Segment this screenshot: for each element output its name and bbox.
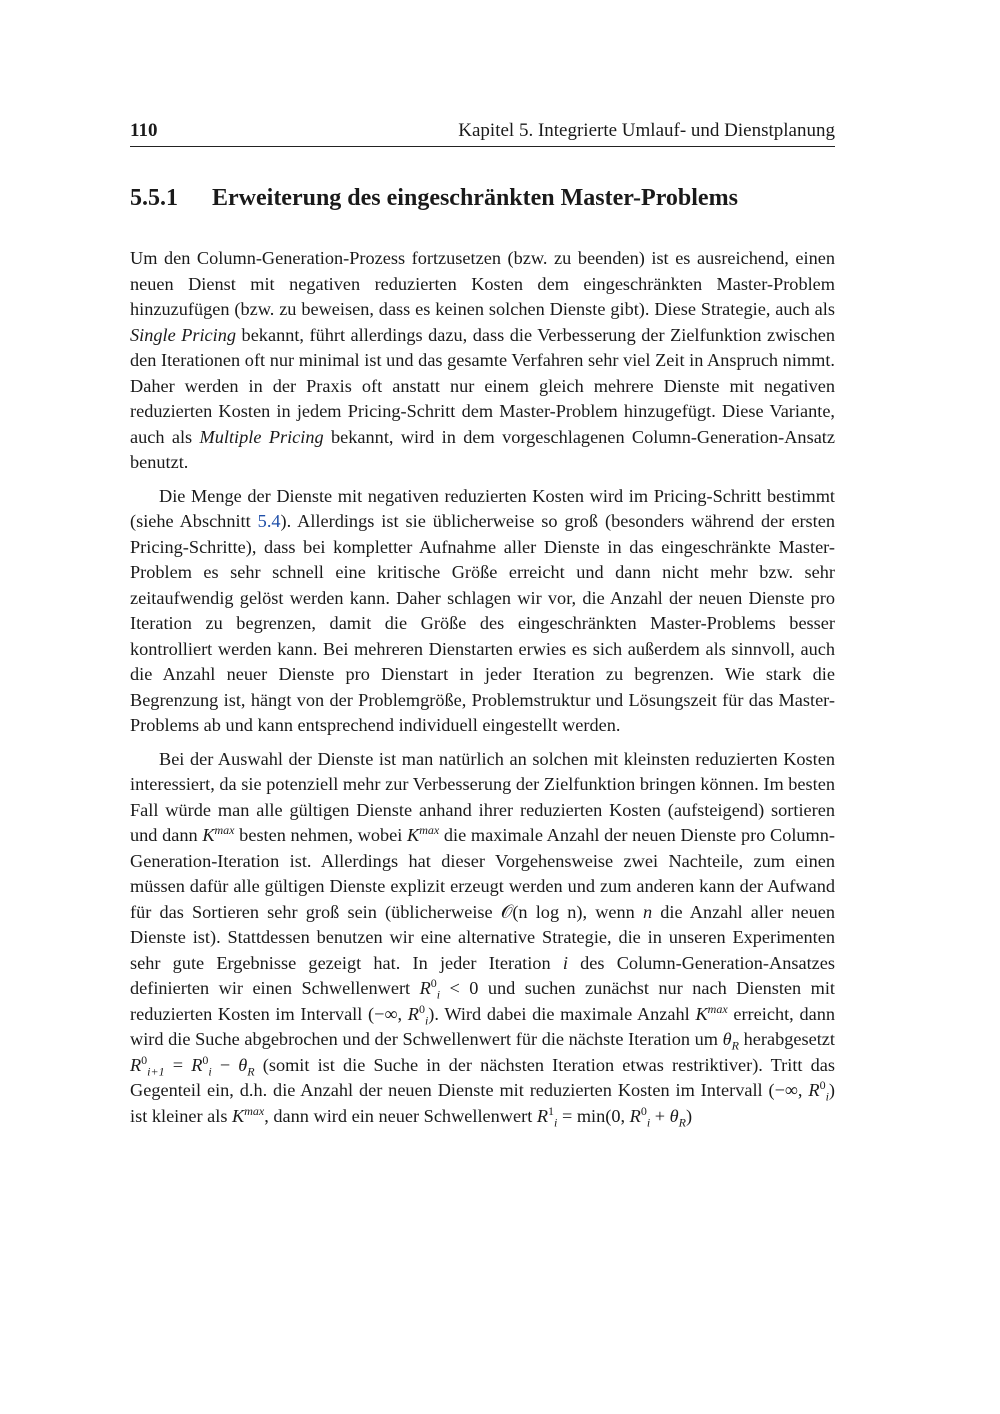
paragraph: Bei der Auswahl der Dienste ist man natürlich an solchen mit kleinsten reduzierten Kosten interessiert, da sie potenziell mehr zur Verbesserung der Zielfunktion bringen können. Im besten Fall würde man alle gültigen Dienste anhand ihrer reduzierten Kosten (aufsteigend) sortieren und dann $K^{max}$ besten nehmen, wobei $K^{max}$ die maximale Anzahl der neuen Dienste pro Column-Generation-Iteration ist. Allerdings hat dieser Vorgehensweise zwei Nachteile, zum einen müssen dafür alle gültigen Dienste explizit erzeugt werden und zum anderen kann der Aufwand für das Sortieren sehr groß sein (üblicherweise 𝒪(n log n), wenn n die Anzahl aller neuen Dienste ist). Stattdessen benutzen wir eine alternative Strategie, die in unseren Experimenten sehr gute Ergebnisse gezeigt hat. In jeder Iteration i des Column-Generation-Ansatzes definierten wir einen Schwellenwert $R^0_i < 0$ und suchen zunächst nur nach Diensten mit reduzierten Kosten im Intervall (−∞, $R^0_i$). Wird dabei die maximale Anzahl $K^{max}$ erreicht, dann wird die Suche abgebrochen und der Schwellenwert für die nächste Iteration um $\theta_R$ herabgesetzt $R^0_{i+1} = R^0_i - \theta_R$ (somit ist die Suche in der nächsten Iteration etwas restriktiver). Tritt das Gegenteil ein, d.h. die Anzahl der neuen Dienste mit reduzierten Kosten im Intervall (−∞, $R^0_i$) ist kleiner als $K^{max}$, dann wird ein neuer Schwellenwert $R^1_i = \min(0$, $R^0_i + \theta_R$) (130, 748, 836, 1130)
term-single-pricing: Single Pricing (130, 324, 237, 345)
section-title: Erweiterung des eingeschränkten Master-Problems (212, 185, 738, 211)
math-i: i (562, 952, 568, 973)
body-text (130, 246, 835, 1137)
math-interval: (−∞, $R^0_i$) (768, 1077, 835, 1104)
math-interval: (−∞, $R^0_i$) (368, 1001, 435, 1028)
math-update-rule: $R^0_{i+1} = R^0_i - \theta_R$ (130, 1052, 255, 1079)
running-title: Kapitel 5. Integrierte Umlauf- und Dienstplanung (458, 120, 835, 141)
section-heading (130, 185, 835, 212)
term-multiple-pricing: Multiple Pricing (199, 426, 324, 447)
math-theta: $\theta_R$ (722, 1029, 739, 1053)
math-threshold: $R^0_i < 0$ (419, 975, 479, 1002)
math-kmax: K (232, 1105, 245, 1126)
math-complexity: 𝒪(n log n) (500, 901, 583, 922)
page-header (130, 120, 835, 147)
section-number: 5.5.1 (130, 185, 178, 211)
page-number: 110 (130, 120, 158, 141)
paragraph: Die Menge der Dienste mit negativen reduzierten Kosten wird im Pricing-Schritt bestimmt (siehe Abschnitt 5.4). Allerdings ist sie üblicherweise so groß (besonders während der ersten Pricing-Schritte), dass bei kompletter Aufnahme aller Dienste in das eingeschränkte Master-Problem es sehr schnell eine kritische Größe erreicht und dann nicht mehr bzw. sehr zeitaufwendig gelöst werden kann. Daher schlagen wir vor, die Anzahl der neuen Dienste pro Iteration zu begrenzen, damit die Größe des eingeschränkten Master-Problems besser kontrolliert werden kann. Bei mehreren Dienstarten erwies es sich außerdem als sinnvoll, auch die Anzahl neuer Dienste pro Dienstart in jeder Iteration zu begrenzen. Wie stark die Begrenzung ist, hängt von der Problemgröße, Problemstruktur und Lösungszeit für das Master-Problems ab und kann entsprechend individuell eingestellt werden. (130, 485, 835, 735)
math-new-threshold: $R^1_i = \min(0$, $R^0_i + \theta_R$) (536, 1103, 693, 1130)
paragraph: Um den Column-Generation-Prozess fortzusetzen (bzw. zu beenden) ist es ausreichend, einen neuen Dienst mit negativen reduzierten Kosten dem eingeschränkten Master-Problem hinzuzufügen (bzw. zu beweisen, dass es keinen solchen Dienste gibt). Diese Strategie, auch als Single Pricing bekannt, führt allerdings dazu, dass die Verbesserung der Zielfunktion zwischen den Iterationen oft nur minimal ist und das gesamte Verfahren sehr viel Zeit in Anspruch nimmt. Daher werden in der Praxis oft anstatt nur einem gleich mehrere Dienste mit negativen reduzierten Kosten in jedem Pricing-Schritt dem Master-Problem hinzugefügt. Diese Variante, auch als Multiple Pricing bekannt, wird in dem vorgeschlagenen Column-Generation-Ansatz benutzt. (130, 248, 835, 472)
math-kmax: K (407, 825, 420, 845)
math-kmax: K (202, 825, 215, 845)
section-reference-link[interactable]: 5.4 (257, 511, 281, 531)
math-kmax: K (695, 1003, 708, 1024)
math-n: n (642, 901, 653, 922)
